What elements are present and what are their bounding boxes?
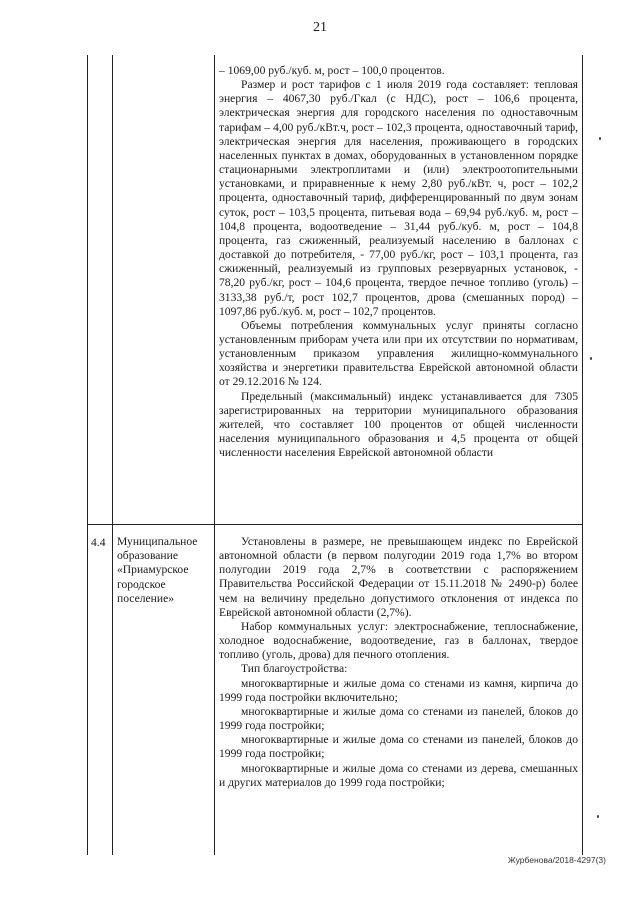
municipality-name-text: Муниципальное образование «Приамурское городское поселение» xyxy=(117,535,198,605)
scan-mark xyxy=(590,357,592,360)
paragraph: Тип благоустройства: xyxy=(241,662,348,676)
row-44-text xyxy=(219,535,578,790)
paragraph: Размер и рост тарифов с 1 июля 2019 года составляет: тепловая энергия – 4067,30 руб./Гкал (с НДС), рост – 106,6 процента, электрическая энергия для городского населения по одноставочным тарифам – 4,00 руб./кВт.ч, рост – 102,3 процента, одноставочный тариф, электрическая энергия для населения, проживающего в городских населенных пунктах в домах, оборудованных в установленном порядке стационарными электроплитами и (или) электроотопительными установками, и приравненные к нему 2,80 руб./кВт. ч, рост – 102,2 процента, одноставочный тариф, дифференцированный по двум зонам суток, рост – 103,5 процента, питьевая вода – 69,94 руб./куб. м, рост – 104,8 процента, водоотведение – 31,44 руб./куб. м, рост – 104,8 процента, газ сжиженный, реализуемый населению в баллонах с доставкой до потребителя, - 77,00 руб./кг, рост – 103,1 процента, газ сжиженный, реализуемый из групповых резервуарных установок, - 78,20 руб./кг, рост – 104,6 процента, твердое печное топливо (уголь) – 3133,38 руб./т, рост 102,7 процентов, дрова (смешанных пород) – 1097,86 руб./куб. м, рост – 102,7 процентов. xyxy=(219,78,578,318)
paragraph: – 1069,00 руб./куб. м, рост – 100,0 процентов. xyxy=(219,64,445,77)
footer-stamp: Журбенова/2018-4297(3) xyxy=(507,855,606,865)
list-item: многоквартирные и жилые дома со стенами из камня, кирпича до 1999 года постройки включительно; xyxy=(219,676,578,704)
document-table xyxy=(87,55,583,855)
row-number: 4.4 xyxy=(91,536,106,549)
table-border-left xyxy=(87,55,88,855)
table-border-right xyxy=(582,55,583,855)
list-item: многоквартирные и жилые дома со стенами из дерева, смешанных и других материалов до 1999 года постройки; xyxy=(219,761,578,789)
paragraph: Установлены в размере, не превышающем индекс по Еврейской автономной области (в первом полугодии 2019 года 1,7% во втором полугодии 2019 года 2,7% в соответствии с распоряжением Правительства Российской Федерации от 15.11.2018 № 2490-р) более чем на величину предельно допустимого отклонения от индекса по Еврейской автономной области (2,7%). xyxy=(219,535,578,619)
scan-mark xyxy=(597,815,599,818)
page-number: 21 xyxy=(313,20,327,35)
table-divider-name xyxy=(214,55,215,855)
list-item: многоквартирные и жилые дома со стенами из панелей, блоков до 1999 года постройки; xyxy=(219,733,578,761)
table-divider-number xyxy=(112,55,113,855)
paragraph: Предельный (максимальный) индекс устанавливается для 7305 зарегистрированных на территории муниципального образования жителей, что составляет 100 процентов от общей численности населения муниципального образования и 4,5 процента от общей численности населения Еврейской автономной области xyxy=(219,389,578,460)
paragraph: Набор коммунальных услуг: электроснабжение, теплоснабжение, холодное водоснабжение, водоотведение, газ в баллонах, твердое топливо (уголь, дрова) для печного отопления. xyxy=(219,619,578,662)
row-divider xyxy=(87,524,583,525)
list-item: многоквартирные и жилые дома со стенами из панелей, блоков до 1999 года постройки; xyxy=(219,704,578,733)
paragraph: Объемы потребления коммунальных услуг приняты согласно установленным приборам учета или при их отсутствии по нормативам, установленным приказом управления жилищно-коммунального хозяйства и энергетики правительства Еврейской автономной области от 29.12.2016 № 124. xyxy=(219,318,578,389)
scan-mark xyxy=(599,137,601,140)
prev-row-text xyxy=(219,64,578,460)
